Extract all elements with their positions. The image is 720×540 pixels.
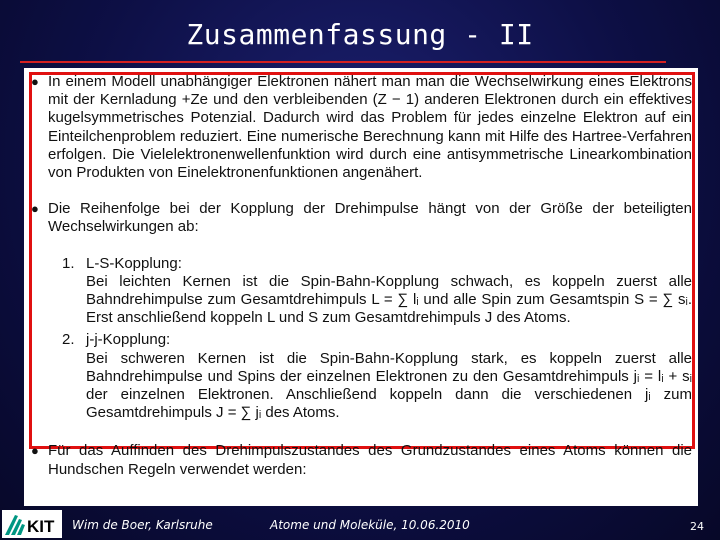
paragraph-text: Für das Auffinden des Drehimpulszustandes des Grundzustandes eines Atoms können die Hundschen Regeln verwendet werden: (48, 442, 692, 478)
kit-logo-text: KIT (27, 517, 55, 536)
kit-logo-icon (2, 510, 62, 538)
paragraph-coupling-order (30, 200, 692, 236)
list-item-jj-coupling (30, 331, 692, 422)
footer-author: Wim de Boer, Karlsruhe (72, 518, 213, 532)
paragraph-independent-electrons (30, 73, 692, 182)
list-number: 2. (62, 331, 75, 349)
page-number: 24 (690, 520, 704, 533)
list-item-heading: j-j-Kopplung: (86, 331, 171, 349)
list-item-text: Bei schweren Kernen ist die Spin-Bahn-Kopplung stark, es koppeln zuerst alle Bahndrehimpulse und Spins der einzelnen Elektronen zu den Gesamtdrehimpuls jᵢ = lᵢ + sᵢ der einzelnen Elektronen. Anschließend koppeln dann die verschiedenen jᵢ zum Gesamtdrehimpuls J = ∑ jᵢ des Atoms. (86, 349, 692, 422)
footer (0, 508, 720, 540)
list-item-text: Bei leichten Kernen ist die Spin-Bahn-Kopplung schwach, es koppeln zuerst alle Bahndrehimpulse zum Gesamtdrehimpuls L = ∑ lᵢ und alle Spin zum Gesamtspin S = ∑ sᵢ. Erst anschließend koppeln L und S zum Gesamtdrehimpuls J des Atoms. (86, 272, 692, 327)
paragraph-hund-rules (30, 442, 692, 478)
kit-logo (2, 510, 62, 538)
title-underline (20, 61, 666, 63)
list-item-heading: L-S-Kopplung: (86, 254, 182, 272)
slide-title: Zusammenfassung - II (186, 18, 534, 51)
footer-course: Atome und Moleküle, 10.06.2010 (270, 518, 470, 532)
list-item-ls-coupling (30, 255, 692, 328)
bullet-icon: ● (31, 443, 39, 459)
list-number: 1. (62, 254, 75, 272)
text-content (30, 73, 692, 479)
paragraph-text: Die Reihenfolge bei der Kopplung der Drehimpulse hängt von der Größe der beteiligten Wechselwirkungen ab: (48, 200, 692, 236)
bullet-icon: ● (31, 74, 39, 89)
bullet-icon: ● (31, 201, 39, 217)
paragraph-text: In einem Modell unabhängiger Elektronen nähert man man die Wechselwirkung eines Elektrons mit der Kernladung +Ze und den verbleibenden (Z − 1) anderen Elektronen durch ein effektives kugelsymmetrisches Potenzial. Dadurch wird das Problem für jedes einzelne Elektron auf ein Einteilchenproblem reduziert. Eine numerische Berechnung kann mit Hilfe des Hartree-Verfahren erfolgen. Die Vielelektronenwellenfunktion wird durch eine antisymmetrische Linearkombination von Produkten von Einelektronenfunktionen angenähert. (48, 73, 692, 182)
